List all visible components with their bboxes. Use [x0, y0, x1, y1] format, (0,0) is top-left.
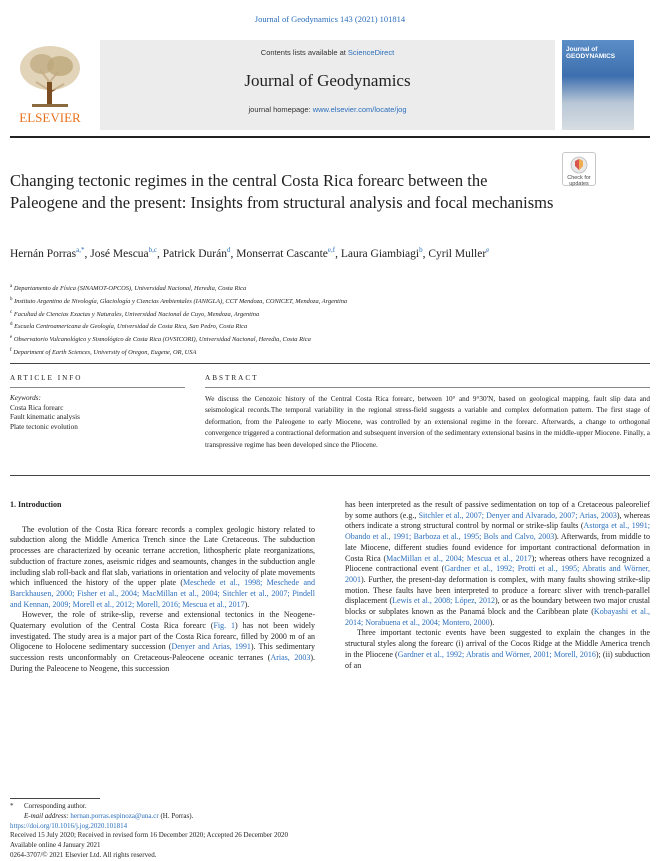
- affiliation-key: c: [10, 309, 13, 315]
- author-list: Hernán Porras$^{a,*}$, José Mescua$^{b,c}$, Patrick Durán$^d$, Monserrat Cascante$^{e,f}$, Laura Giambiagi$^b$, Cyril Muller$^e$: [10, 246, 490, 260]
- text-run: ).: [244, 599, 250, 609]
- citation-link[interactable]: MacMillan et al., 2004; Mescua et al., 2017: [386, 553, 532, 563]
- author-name[interactable]: José Mescua: [90, 247, 149, 260]
- keywords-block: [10, 394, 185, 432]
- affiliation-item: [10, 282, 650, 295]
- citation-link[interactable]: Sitchler et al., 2007; Denyer and Alvarado, 2007; Arias, 2003: [418, 510, 617, 520]
- affiliation-item: [10, 295, 650, 308]
- citation-link[interactable]: Kobayashi et al., 2014; Norabuena et al., 2004; Montero, 2000: [345, 607, 650, 627]
- publisher-wordmark: ELSEVIER: [19, 110, 81, 125]
- affiliation-key: b: [10, 296, 13, 302]
- affiliation-text: Departamento de Física (SINAMOT-OPCOS), Universidad Nacional, Heredia, Costa Rica: [13, 285, 247, 293]
- check-updates-line1: Check for: [567, 175, 591, 181]
- affiliation-text: Department of Earth Sciences, University of Oregon, Eugene, OR, USA: [13, 349, 197, 357]
- text-run: Three important tectonic events have been suggested to explain the changes in the structural styles along the forearc (i) arrival of the Cocos Ridge at the Middle America trench in the Pliocene (: [345, 628, 650, 659]
- copyright-line: 0264-3707/© 2021 Elsevier Ltd. All rights reserved.: [10, 850, 157, 859]
- email-suffix: (H. Porras).: [158, 811, 194, 820]
- contents-prefix: Contents lists available at: [260, 48, 348, 57]
- cover-title: Journal of GEODYNAMICS: [566, 46, 616, 61]
- email-link[interactable]: hernan.porras.espinoza@una.cr: [70, 811, 159, 820]
- author-name[interactable]: Cyril Muller: [428, 247, 487, 260]
- intro-paragraph-2: [10, 610, 315, 674]
- email-label: E-mail address:: [24, 811, 71, 820]
- citation-link[interactable]: Meschede et al., 1998; Meschede and Barckhausen, 2000; Fisher et al., 2004; MacMillan et al., 2004; Sitchler et al., 2007; Pindell and Kennan, 2009; Morell et al., 2012; Morell, 2016; Mescua et al., 2017: [10, 578, 315, 609]
- sciencedirect-link[interactable]: ScienceDirect: [347, 48, 395, 57]
- journal-header: [10, 40, 650, 130]
- text-run: The evolution of the Costa Rica forearc records a complex geologic history related to subduction along the Middle America Trench since the Late Cretaceous. The subduction processes are characterized by oceanic terrane accretion, lithospheric plate reorganizations, subduction of fracture zones, aseismic ridges and seamounts, changes in the subduction angle including slab roll-back and flat slab, variations in orientation and velocity of plate movements which influenced the history of the upper plate (: [10, 524, 315, 588]
- text-run: has been interpreted as the result of passive sedimentation on top of a Cretaceous paleorelief by some authors (e.g.,: [345, 500, 650, 520]
- text-run: ). During the Paleocene to Neogene, this succession: [10, 653, 315, 673]
- check-updates-icon: [570, 156, 588, 174]
- keyword-item: Plate tectonic evolution: [10, 422, 78, 431]
- contents-line: [100, 48, 555, 57]
- intro-paragraph-1: [10, 525, 315, 611]
- author-name[interactable]: Laura Giambiagi: [340, 247, 420, 260]
- abstract-rule: [205, 387, 650, 388]
- running-head[interactable]: Journal of Geodynamics 143 (2021) 101814: [254, 14, 406, 24]
- affiliation-item: [10, 308, 650, 321]
- author-affil-marker[interactable]: b: [419, 246, 423, 254]
- citation-link[interactable]: Gardner et al., 1992; Abratis and Wörner, 2001; Morell, 2016: [397, 649, 596, 659]
- elsevier-tree-logo[interactable]: [10, 40, 90, 130]
- text-run: ). Further, the present-day deformation is complex, with many faults showing strike-slip motion. These faults have been interpreted to produce a forearc sliver with trench-parallel displacement (: [345, 574, 650, 606]
- author-affil-marker[interactable]: d: [226, 246, 231, 254]
- check-updates-line2: updates: [569, 181, 589, 187]
- doi-link[interactable]: https://doi.org/10.1016/j.jog.2020.101814: [10, 821, 128, 830]
- corresponding-author-note: [10, 802, 650, 812]
- text-run: ), or as the boundary between two major crustal blocks or subplates known as the Panamá block and the Caribbean plate (: [345, 596, 650, 617]
- homepage-prefix: journal homepage:: [248, 105, 313, 114]
- citation-link[interactable]: Gardner et al., 1992; Protti et al., 1995; Abratis and Wörner, 2001: [345, 564, 650, 584]
- affiliation-item: [10, 320, 650, 333]
- keyword-item: Fault kinematic analysis: [10, 413, 80, 421]
- affiliation-text: Observatorio Vulcanológico y Sismológico de Costa Rica (OVSICORI), Universidad Nacional, Heredia, Costa Rica: [13, 336, 311, 344]
- article-info-heading: ARTICLE INFO: [10, 374, 83, 382]
- homepage-line: [100, 105, 555, 114]
- paper-title: Changing tectonic regimes in the central Costa Rica forearc between the Paleogene and the present: Insights from structural analysis and focal mechanisms: [10, 171, 554, 212]
- abstract-heading: ABSTRACT: [205, 374, 259, 382]
- article-info-rule: [10, 387, 185, 388]
- asterisk-icon: *: [10, 802, 14, 810]
- header-divider: [10, 136, 650, 138]
- affiliation-key: a: [10, 284, 13, 289]
- author-affil-marker[interactable]: e: [486, 246, 490, 254]
- footnote-divider: [10, 798, 100, 799]
- keyword-item: Costa Rica forearc: [10, 403, 64, 412]
- journal-cover-thumbnail[interactable]: [562, 40, 634, 130]
- abstract-text: We discuss the Cenozoic history of the Central Costa Rica forearc, between 10° and 9°30′N, based on geological mapping, fault slip data and seismological records.The temporal variability in the regional stress-field suggests a variable and complex deformation pattern. The first stage of deformation, from the Paleogene to early Miocene, was controlled by an extensional regime in the forearc. Afterwards, a change to orthogonal convergence triggered a contractional deformation and subsequent inversion of the sedimentary extensional basins in the middle-upper Miocene. Finally, a transpressive regime has been developed since the Pliocene.: [205, 395, 650, 449]
- citation-link[interactable]: Denyer and Arias, 1991: [171, 642, 251, 652]
- text-run: ); whereas others have recognized a Pliocene contractional event (: [345, 553, 651, 574]
- corresponding-label: Corresponding author.: [24, 802, 87, 810]
- author-affil-marker[interactable]: a,*: [76, 246, 85, 254]
- body-column-right: [345, 500, 650, 671]
- info-divider-bottom: [10, 475, 650, 476]
- author-name[interactable]: Monserrat Cascante: [236, 247, 328, 260]
- affiliation-key: d: [10, 322, 13, 328]
- journal-info-box: [100, 40, 555, 130]
- author-name[interactable]: Patrick Durán: [162, 247, 227, 260]
- text-run: ). Afterwards, from middle to late Miocene, different studies found evidence for important contractional deformation in Costa Rica (: [345, 532, 651, 563]
- text-run: ) has not been widely investigated. The study area is a major part of the Costa Rica forearc, filled by 2000 m of an Oligocene to Holocene sedimentary succession (: [10, 621, 316, 652]
- text-run: However, the role of strike-slip, reverse and extensional tectonics in the Neogene-Quaternary evolution of the Central Costa Rica forearc (: [10, 610, 315, 631]
- figure-link[interactable]: Fig. 1: [213, 621, 236, 631]
- citation-link[interactable]: Arias, 2003: [270, 653, 311, 663]
- text-run: ); (ii) subduction of an: [345, 649, 650, 670]
- affiliation-text: Instituto Argentino de Nivología, Glaciología y Ciencias Ambientales (IANIGLA), CCT Mendoza, CONICET, Mendoza, Argentina: [14, 297, 348, 305]
- citation-link[interactable]: Lewis et al., 2008; López, 2012: [392, 596, 495, 606]
- text-run: ).: [489, 617, 495, 627]
- intro-paragraph-2-continued: [345, 500, 650, 628]
- affiliation-key: e: [10, 335, 13, 341]
- text-run: ). This sedimentary succession rests unconformably on Cretaceous-Paleocene oceanic terranes (: [10, 642, 316, 663]
- homepage-link[interactable]: www.elsevier.com/locate/jog: [312, 105, 407, 114]
- affiliation-text: Facultad de Ciencias Exactas y Naturales, Universidad Nacional de Cuyo, Mendoza, Argentina: [13, 310, 260, 318]
- online-date: Available online 4 January 2021: [10, 841, 101, 850]
- received-dates: Received 15 July 2020; Received in revised form 16 December 2020; Accepted 26 December 2020: [10, 831, 288, 840]
- body-column-left: [10, 500, 315, 675]
- author-affil-marker[interactable]: b,c: [148, 246, 158, 254]
- text-run: ), whereas others indicate a strong structural control by normal or strike-slip faults (: [345, 510, 650, 531]
- affiliations: [10, 282, 650, 359]
- citation-link[interactable]: Astorga et al., 1991; Obando et al., 1991; Barboza et al., 1995; Bols and Calvo, 2003: [345, 521, 650, 542]
- author-name[interactable]: Hernán Porras: [10, 247, 77, 260]
- keywords-label: Keywords:: [10, 394, 41, 402]
- email-line: [10, 812, 650, 822]
- affiliation-item: [10, 346, 650, 359]
- affiliation-text: Escuela Centroamericana de Geología, Universidad de Costa Rica, San Pedro, Costa Rica: [14, 323, 248, 331]
- author-affil-marker[interactable]: e,f: [327, 246, 336, 254]
- affiliation-key: f: [10, 348, 12, 354]
- intro-paragraph-3: [345, 628, 650, 671]
- footnotes: [10, 802, 650, 861]
- journal-title: Journal of Geodynamics: [244, 71, 411, 90]
- check-for-updates-button[interactable]: [562, 152, 596, 186]
- intro-heading: 1. Introduction: [10, 500, 62, 509]
- affiliation-item: [10, 333, 650, 346]
- info-divider-top: [10, 363, 650, 364]
